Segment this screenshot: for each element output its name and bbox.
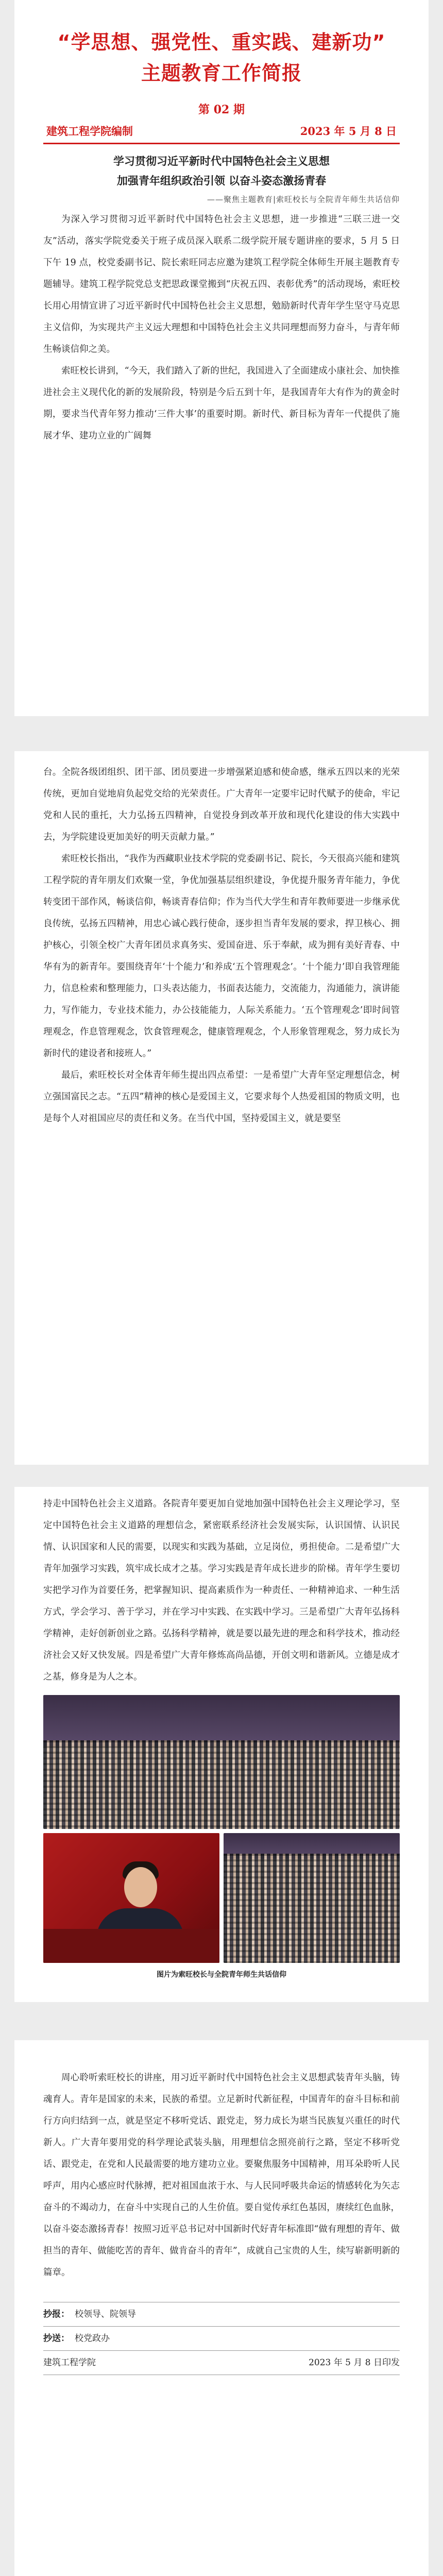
paragraph: 为深入学习贯彻习近平新时代中国特色社会主义思想，进一步推进“三联三进一交友”活动，落实学院党委关于班子成员深入联系二级学院开展专题讲座的要求，5 月 5 日下午 19 点，校党委副书记、院长索旺同志应邀为建筑工程学院全体师生开展主题教育专题辅导。建筑工程学院党总支把思政课堂搬到“庆祝五四、表彰优秀”的活动现场，索旺校长用心用情宣讲了习近平新时代中国特色社会主义思想，勉励新时代青年学生坚守马克思主义信仰，为实现共产主义远大理想和中国特色社会主义共同理想而努力奋斗，与青年师生畅谈信仰之美。 [43, 214, 400, 354]
publisher: 建筑工程学院编制 [46, 125, 133, 138]
footer-org: 建筑工程学院 [43, 2358, 96, 2368]
copy-line [43, 2327, 400, 2350]
photo-collage [43, 1695, 400, 1963]
send-line [43, 2302, 400, 2326]
send-label: 抄报： [43, 2309, 70, 2319]
paragraph: 索旺校长讲到，“今天，我们踏入了新的世纪，我国进入了全面建成小康社会、加快推进社会主义现代化的新的发展阶段，特别是今后五到十年，是我国青年大有作为的黄金时期，要求当代青年努力推动‘三件大事’的重要时期。新时代、新目标为青年一代提供了施展才华、建功立业的广阔舞 [43, 366, 400, 441]
paragraph: 台。全院各级团组织、团干部、团员要进一步增强紧迫感和使命感，继承五四以来的光荣传统，更加自觉地肩负起党交给的光荣责任。广大青年一定要牢记时代赋予的使命，牢记党和人民的重托，大力弘扬五四精神，自觉投身到改革开放和现代化建设的伟大实践中去，为学院建设更加美好的明天贡献力量。” [43, 767, 400, 842]
issue-number: 第 02 期 [198, 103, 245, 116]
red-divider [43, 143, 400, 144]
copy-label: 抄送： [43, 2333, 70, 2344]
photo-caption: 图片为索旺校长与全院青年师生共话信仰 [157, 1971, 286, 1979]
paragraph: 索旺校长指出，“我作为西藏职业技术学院的党委副书记、院长，今天很高兴能和建筑工程学院的青年朋友们欢聚一堂，争优加强基层组织建设，争优提升服务青年能力，争优转变团干部作风，畅谈信仰，畅谈青春信仰；作为当代大学生和青年教师要进一步继承优良传统，弘扬五四精神，用忠心诚心践行使命，逐步担当青年发展的要求，捍卫核心、拥护核心，引领全校广大青年团员求真务实、爱国奋进、乐于奉献，成为拥有美好青春、中华有为的新青年。要围绕青年‘十个能力’和养成‘五个管理观念’。‘十个能力’即自我管理能力，信息检索和整理能力，口头表达能力，书面表达能力，交流能力，沟通能力，演讲能力，写作能力，专业技术能力，办公技能能力，人际关系能力。‘五个管理观念’即时间管理观念，作息管理观念，饮食管理观念，健康管理观念，个人形象管理观念，努力成长为新时代的建设者和接班人。” [43, 854, 400, 1059]
send-value: 校领导、院领导 [75, 2309, 136, 2319]
speaker-photo [43, 1833, 219, 1963]
audience-photo [224, 1833, 400, 1963]
issue-date: 2023 年 5 月 8 日 [300, 125, 397, 138]
page-2 [14, 751, 429, 1465]
page-4 [14, 2040, 429, 2576]
print-date: 2023 年 5 月 8 日印发 [309, 2358, 400, 2368]
meta-row [43, 123, 400, 139]
article-title-line2: 加强青年组织政治引领 以奋斗姿态激扬青春 [116, 174, 327, 187]
page-1 [14, 0, 429, 716]
briefing-title-line2: 主题教育工作简报 [141, 62, 302, 84]
page-3 [14, 1487, 429, 2002]
article-title-line1: 学习贯彻习近平新时代中国特色社会主义思想 [113, 155, 330, 167]
paragraph: 持走中国特色社会主义道路。各院青年要更加自觉地加强中国特色社会主义理论学习，坚定中国特色社会主义道路的理想信念，紧密联系经济社会发展实际，认识国情、认识民情、认识国家和人民的需要，以现实和实践为基础，立足岗位，勇担使命。二是希望广大青年加强学习实践，筑牢成长成才之基。学习实践是青年成长进步的阶梯。青年学生要切实把学习作为首要任务，把掌握知识、提高素质作为一种责任、一种精神追求、一种生活方式，学会学习、善于学习，并在学习中实践、在实践中学习。三是希望广大青年弘扬科学精神，走好创新创业之路。弘扬科学精神，就是要以最先进的理念和科学技术，推动经济社会又好又快发展。四是希望广大青年修炼高尚品德，开创文明和谐新风。立德是成才之基，修身是为人之本。 [43, 1499, 400, 1682]
article-byline: ——聚焦主题教育|索旺校长与全院青年师生共话信仰 [207, 195, 400, 204]
footer-bottom [43, 2351, 400, 2375]
copy-value: 校党政办 [75, 2333, 110, 2344]
paragraph: 最后，索旺校长对全体青年师生提出四点希望：一是希望广大青年坚定理想信念，树立强国富民之志。“五四”精神的核心是爱国主义，它要求每个人热爱祖国的物质文明，也是每个人对祖国应尽的责任和义务。在当代中国，坚持爱国主义，就是要坚 [43, 1070, 400, 1124]
paragraph: 周心聆听索旺校长的讲座，用习近平新时代中国特色社会主义思想武装青年头脑，铸魂育人。青年是国家的未来，民族的希望。立足新时代新征程，中国青年的奋斗目标和前行方向归结到一点，就是坚定不移听党话、跟党走，努力成长为堪当民族复兴重任的时代新人。广大青年要用党的科学理论武装头脑，用理想信念照亮前行之路，坚定不移听党话、跟党走，在党和人民最需要的地方建功立业。要聚焦服务中国精神，用耳朵聆听人民呼声，用内心感应时代脉搏，把对祖国血浓于水、与人民同呼吸共命运的情感转化为矢志奋斗的不竭动力，在奋斗中实现自己的人生价值。要自觉传承红色基因，赓续红色血脉，以奋斗姿态激扬青春！按照习近平总书记对中国新时代好青年标准即“做有理想的青年、做担当的青年、做能吃苦的青年、做肯奋斗的青年”，成就自己宝贵的人生，续写崭新明新的篇章。 [43, 2073, 400, 2278]
briefing-title-line1: “学思想、强党性、重实践、建新功” [57, 31, 386, 54]
auditorium-photo [43, 1695, 400, 1829]
